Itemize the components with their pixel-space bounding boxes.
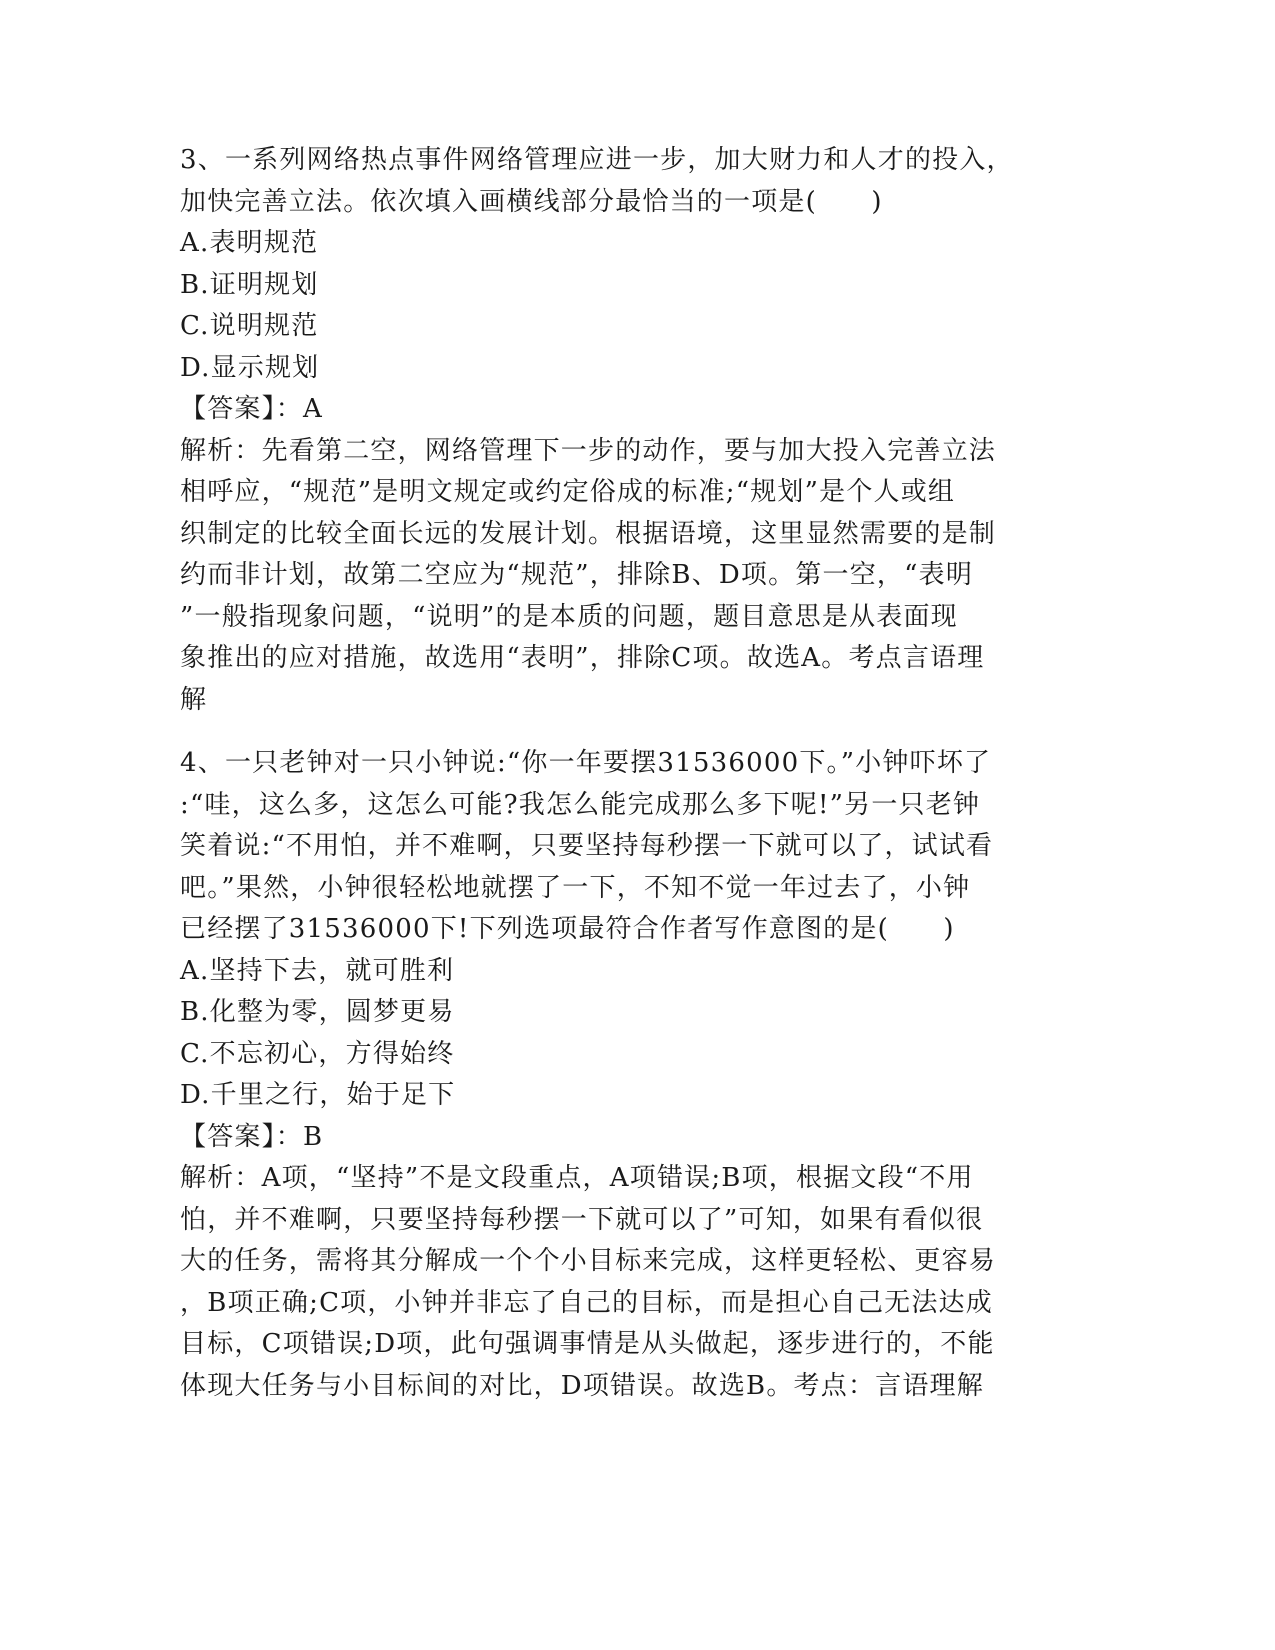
question-stem-line: 吧。”果然，小钟很轻松地就摆了一下，不知不觉一年过去了，小钟 (180, 872, 971, 903)
option-c: C.说明规范 (180, 311, 319, 341)
option-d: D.显示规划 (180, 352, 320, 383)
analysis-line: 织制定的比较全面长远的发展计划。根据语境，这里显然需要的是制 (180, 518, 997, 549)
question-stem-line: 笑着说:“不用怕，并不难啊，只要坚持每秒摆一下就可以了，试试看 (180, 831, 994, 861)
option-d: D.千里之行，始于足下 (180, 1080, 456, 1110)
option-a: A.表明规范 (180, 228, 319, 258)
option-b: B.化整为零，圆梦更易 (180, 997, 455, 1027)
question-stem-line: 已经摆了31536000下!下列选项最符合作者写作意图的是( ) (180, 914, 955, 944)
option-a: A.坚持下去，就可胜利 (180, 955, 455, 986)
answer-line: 【答案】：A (180, 394, 323, 424)
question-4 (180, 743, 1040, 1407)
analysis-line: 目标，C项错误;D项，此句强调事情是从头做起，逐步进行的，不能 (180, 1329, 995, 1359)
option-c: C.不忘初心，方得始终 (180, 1038, 455, 1069)
question-stem-line: 加快完善立法。依次填入画横线部分最恰当的一项是( ) (180, 186, 883, 217)
analysis-line: 解 (180, 684, 208, 715)
analysis-line: ，B项正确;C项，小钟并非忘了自己的目标，而是担心自己无法达成 (180, 1287, 993, 1318)
analysis-line: ”一般指现象问题，“说明”的是本质的问题，题目意思是从表面现 (180, 601, 958, 632)
question-stem-line: 3、一系列网络热点事件网络管理应进一步，加大财力和人才的投入， (180, 145, 1014, 175)
answer-line: 【答案】：B (180, 1121, 324, 1152)
analysis-line: 大的任务，需将其分解成一个个小目标来完成，这样更轻松、更容易 (180, 1246, 997, 1276)
question-stem-line: :“哇，这么多，这怎么可能?我怎么能完成那么多下呢!”另一只老钟 (180, 789, 981, 820)
question-3 (180, 140, 1040, 721)
analysis-line: 约而非计划，故第二空应为“规范”，排除B、D项。第一空，“表明 (180, 560, 974, 590)
option-b: B.证明规划 (180, 269, 319, 300)
analysis-line: 解析：先看第二空，网络管理下一步的动作，要与加大投入完善立法 (180, 435, 997, 466)
analysis-line: 相呼应，“规范”是明文规定或约定俗成的标准;“规划”是个人或组 (180, 477, 956, 507)
analysis-line: 怕，并不难啊，只要坚持每秒摆一下就可以了”可知，如果有看似很 (180, 1204, 984, 1235)
analysis-line: 解析：A项，“坚持”不是文段重点，A项错误;B项，根据文段“不用 (180, 1163, 974, 1193)
document-page (180, 140, 1040, 1407)
question-stem-line: 4、一只老钟对一只小钟说:“你一年要摆31536000下。”小钟吓坏了 (180, 748, 992, 778)
analysis-line: 象推出的应对措施，故选用“表明”，排除C项。故选A。考点言语理 (180, 643, 985, 673)
analysis-line: 体现大任务与小目标间的对比，D项错误。故选B。考点：言语理解 (180, 1370, 984, 1401)
